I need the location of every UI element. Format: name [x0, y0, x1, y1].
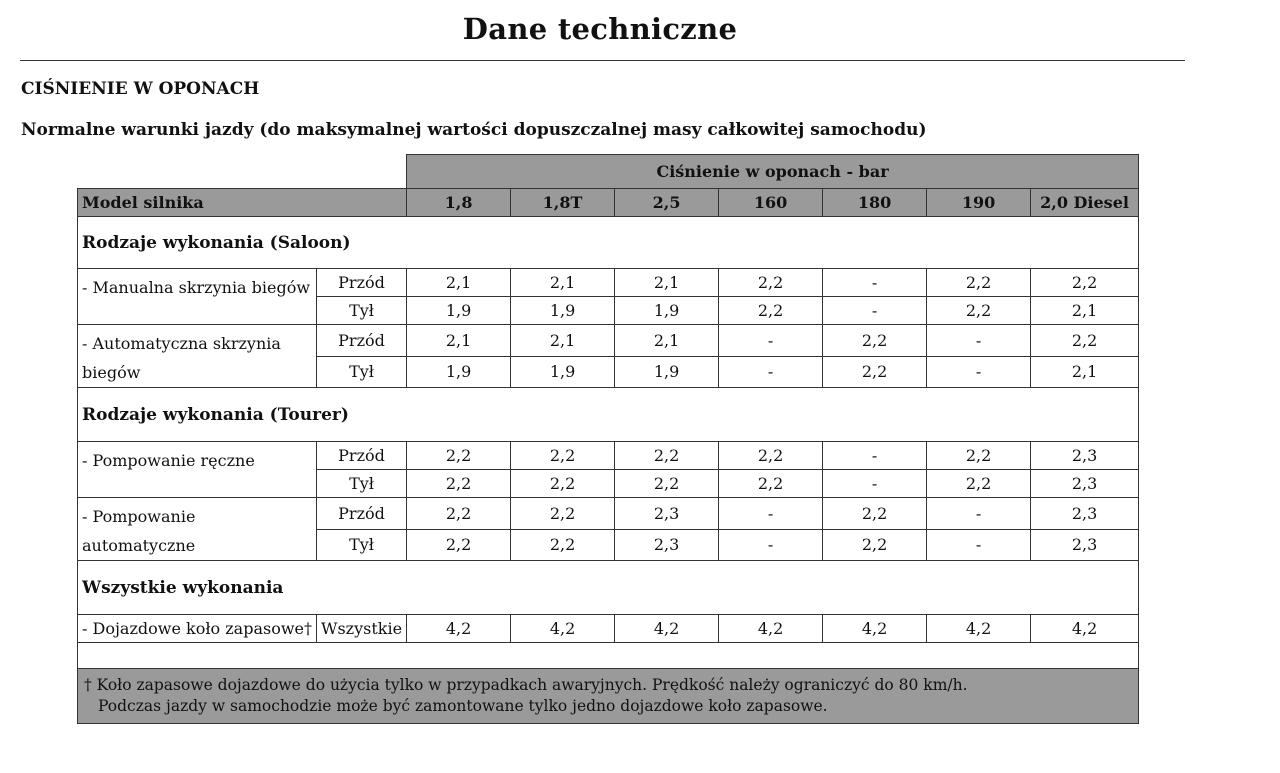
column-header: 160: [719, 189, 823, 217]
pressure-value: 2,2: [1031, 325, 1139, 357]
pressure-value: 2,2: [719, 297, 823, 325]
pressure-value: 2,3: [1031, 442, 1139, 470]
pressure-value: 4,2: [823, 615, 927, 643]
table-row: [78, 269, 1139, 297]
pressure-value: -: [927, 325, 1031, 357]
pressure-value: 2,3: [1031, 470, 1139, 498]
pressure-value: 2,2: [407, 498, 511, 530]
row-group-label: - Pompowanie ręczne: [78, 442, 317, 498]
pressure-value: -: [823, 269, 927, 297]
pressure-value: 4,2: [407, 615, 511, 643]
pressure-value: 2,1: [1031, 297, 1139, 325]
position-cell: Przód: [317, 442, 407, 470]
position-cell: Tył: [317, 297, 407, 325]
pressure-value: 1,9: [615, 356, 719, 388]
pressure-value: 4,2: [511, 615, 615, 643]
column-header: 190: [927, 189, 1031, 217]
pressure-value: 2,2: [927, 470, 1031, 498]
pressure-value: 4,2: [927, 615, 1031, 643]
column-header: 180: [823, 189, 927, 217]
pressure-value: 2,2: [927, 297, 1031, 325]
pressure-value: 1,9: [407, 297, 511, 325]
pressure-value: 2,1: [1031, 356, 1139, 388]
pressure-value: 2,2: [1031, 269, 1139, 297]
section-title: Rodzaje wykonania (Saloon): [78, 217, 1139, 269]
position-cell: Tył: [317, 470, 407, 498]
table-row: [78, 615, 1139, 643]
pressure-value: 2,3: [1031, 498, 1139, 530]
position-cell: Tył: [317, 356, 407, 388]
pressure-value: 2,2: [823, 529, 927, 561]
pressure-value: 2,2: [407, 470, 511, 498]
pressure-value: 2,2: [615, 442, 719, 470]
pressure-value: -: [719, 529, 823, 561]
pressure-value: -: [927, 529, 1031, 561]
page-title: Dane techniczne: [462, 12, 738, 46]
position-cell: Przód: [317, 325, 407, 357]
section-title: Rodzaje wykonania (Tourer): [78, 388, 1139, 442]
position-cell: Przód: [317, 269, 407, 297]
tire-pressure-table: [77, 154, 1139, 724]
pressure-value: 2,2: [719, 470, 823, 498]
pressure-value: 2,1: [511, 325, 615, 357]
subheading: Normalne warunki jazdy (do maksymalnej wartości dopuszczalnej masy całkowitej samochodu): [21, 120, 927, 140]
group-header-row: [78, 155, 1139, 189]
column-header: 2,5: [615, 189, 719, 217]
pressure-value: 2,1: [615, 325, 719, 357]
pressure-value: -: [927, 498, 1031, 530]
pressure-value: 1,9: [407, 356, 511, 388]
pressure-value: 2,2: [719, 269, 823, 297]
row-group-label: - Dojazdowe koło zapasowe†: [78, 615, 317, 643]
footnote: [78, 669, 1139, 724]
table-row: [78, 325, 1139, 357]
pressure-value: 2,2: [511, 529, 615, 561]
pressure-value: -: [823, 442, 927, 470]
spacer-row: [78, 643, 1139, 669]
pressure-value: 2,2: [719, 442, 823, 470]
footnote-row: [78, 669, 1139, 724]
section-heading: CIŚNIENIE W OPONACH: [21, 79, 260, 99]
pressure-value: -: [823, 470, 927, 498]
pressure-value: 2,1: [407, 325, 511, 357]
pressure-value: 2,1: [615, 269, 719, 297]
pressure-value: 2,2: [511, 442, 615, 470]
table-row: [78, 442, 1139, 470]
column-header-row: [78, 189, 1139, 217]
position-cell: Tył: [317, 529, 407, 561]
pressure-value: 2,2: [615, 470, 719, 498]
pressure-value: -: [823, 297, 927, 325]
model-header: Model silnika: [78, 189, 407, 217]
footnote-line: † Koło zapasowe dojazdowe do użycia tylko w przypadkach awaryjnych. Prędkość należy ograniczyć do 80 km/h.: [84, 676, 968, 694]
pressure-value: 2,3: [1031, 529, 1139, 561]
pressure-value: 1,9: [615, 297, 719, 325]
pressure-value: 2,3: [615, 529, 719, 561]
pressure-value: 2,2: [823, 498, 927, 530]
pressure-value: 2,2: [407, 442, 511, 470]
row-group-label: - Pompowanie automatyczne: [78, 498, 317, 561]
pressure-value: 2,1: [511, 269, 615, 297]
pressure-value: 2,2: [927, 442, 1031, 470]
pressure-value: 2,2: [511, 498, 615, 530]
title-divider: [20, 60, 1185, 61]
position-cell: Wszystkie: [317, 615, 407, 643]
footnote-line: Podczas jazdy w samochodzie może być zamontowane tylko jedno dojazdowe koło zapasowe.: [98, 697, 828, 715]
section-title: Wszystkie wykonania: [78, 561, 1139, 615]
table-row: [78, 498, 1139, 530]
pressure-value: -: [719, 325, 823, 357]
position-cell: Przód: [317, 498, 407, 530]
pressure-value: 2,1: [407, 269, 511, 297]
pressure-value: 4,2: [719, 615, 823, 643]
spacer-cell: [78, 643, 1139, 669]
column-header: 1,8: [407, 189, 511, 217]
section-title-row: [78, 217, 1139, 269]
pressure-value: 2,2: [407, 529, 511, 561]
pressure-value: 2,2: [927, 269, 1031, 297]
column-header: 2,0 Diesel: [1031, 189, 1139, 217]
section-title-row: [78, 561, 1139, 615]
row-group-label: - Automatyczna skrzynia biegów: [78, 325, 317, 388]
row-group-label: - Manualna skrzynia biegów: [78, 269, 317, 325]
pressure-value: 2,3: [615, 498, 719, 530]
pressure-group-header: Ciśnienie w oponach - bar: [407, 155, 1139, 189]
section-title-row: [78, 388, 1139, 442]
pressure-value: -: [927, 356, 1031, 388]
pressure-value: 2,2: [823, 356, 927, 388]
pressure-value: -: [719, 498, 823, 530]
pressure-value: -: [719, 356, 823, 388]
column-header: 1,8T: [511, 189, 615, 217]
pressure-value: 2,2: [823, 325, 927, 357]
pressure-value: 1,9: [511, 356, 615, 388]
pressure-value: 4,2: [615, 615, 719, 643]
pressure-value: 1,9: [511, 297, 615, 325]
pressure-value: 2,2: [511, 470, 615, 498]
pressure-value: 4,2: [1031, 615, 1139, 643]
